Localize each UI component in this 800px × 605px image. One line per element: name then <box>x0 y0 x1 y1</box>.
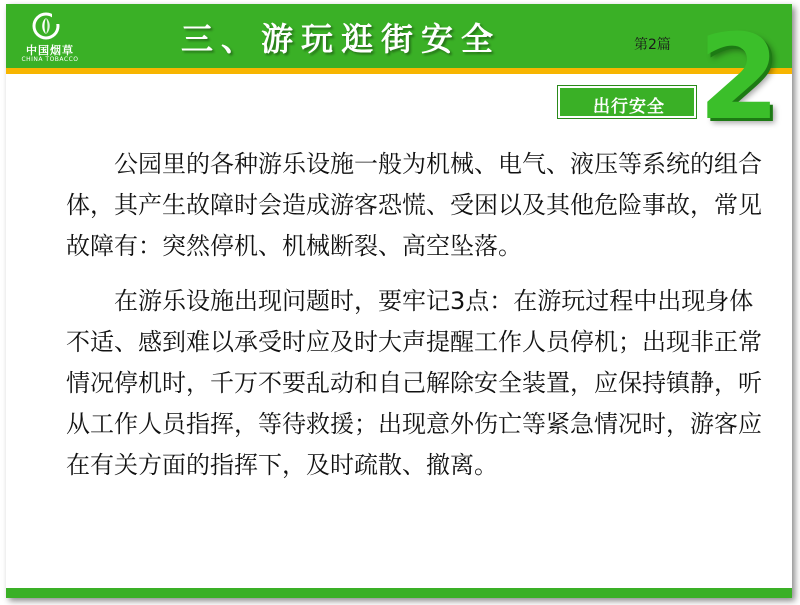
body-text <box>66 144 766 500</box>
china-tobacco-logo-icon <box>32 12 60 40</box>
header-accent-stripe <box>6 68 792 74</box>
paragraph: 公园里的各种游乐设施一般为机械、电气、液压等系统的组合体，其产生故障时会造成游客恐慌、受困以及其他危险事故，常见故障有：突然停机、机械断裂、高空坠落。 <box>66 150 762 260</box>
chapter-number: 2 <box>698 8 781 146</box>
episode-label: 第2篇 <box>634 37 671 53</box>
category-tag-label: 出行安全 <box>593 97 665 117</box>
logo-chinese-text: 中国烟草 <box>26 44 74 57</box>
header-bar <box>6 4 792 68</box>
brand-logo <box>14 12 86 64</box>
page-title: 三、游玩逛街安全 <box>181 20 502 58</box>
footer-bar <box>6 588 792 598</box>
category-tag <box>558 86 696 118</box>
slide-frame <box>6 4 792 598</box>
logo-english-text: CHINA TOBACCO <box>21 56 79 63</box>
paragraph: 在游乐设施出现问题时，要牢记3点：在游玩过程中出现身体不适、感到难以承受时应及时大声提醒工作人员停机；出现非正常情况停机时，千万不要乱动和自己解除安全装置，应保持镇静，听从工作人员指挥，等待救援；出现意外伤亡等紧急情况时，游客应在有关方面的指挥下，及时疏散、撤离。 <box>66 287 762 479</box>
